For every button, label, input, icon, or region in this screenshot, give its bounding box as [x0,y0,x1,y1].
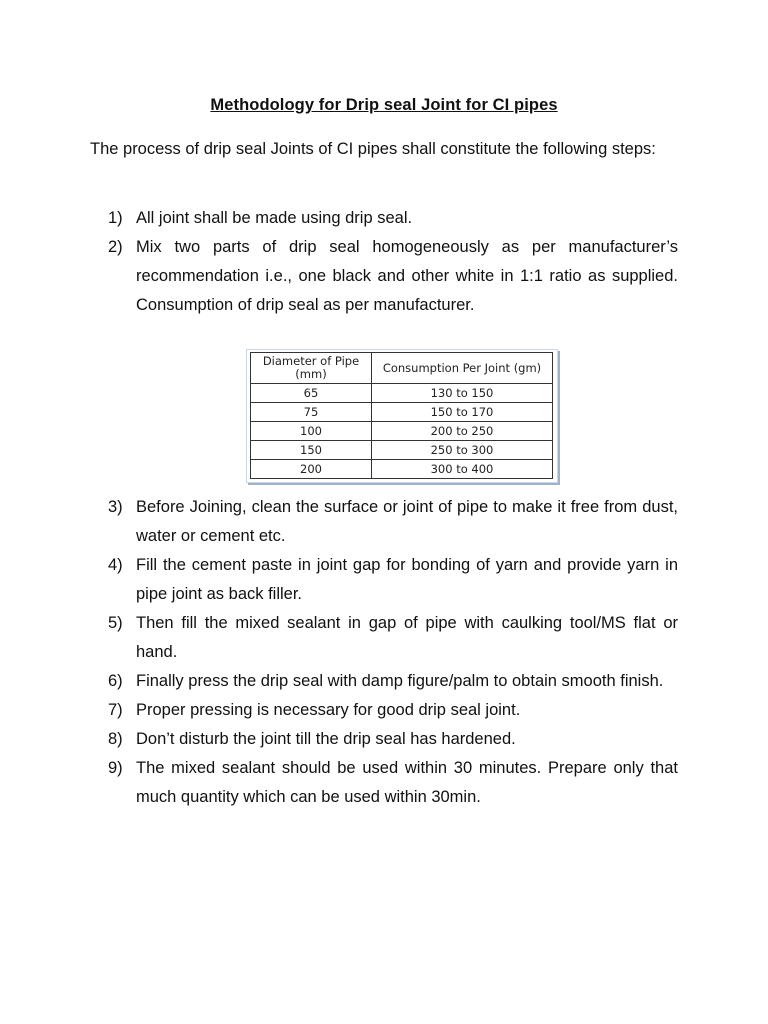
list-item [108,609,678,667]
step-text: Mix two parts of drip seal homogeneously as per manufacturer’s recommendation i.e., one black and other white in 1:1 ratio as supplied. Consumption of drip seal as per manufacturer. [136,238,678,314]
cell-diameter: 65 [251,384,372,403]
table-row [251,441,553,460]
step-number: 4) [108,556,123,574]
cell-diameter: 100 [251,422,372,441]
header-diameter: Diameter of Pipe (mm) [251,353,372,384]
table-row [251,403,553,422]
table-row [251,422,553,441]
list-item [108,551,678,609]
step-number: 3) [108,498,123,516]
step-text: All joint shall be made using drip seal. [136,209,413,227]
step-number: 2) [108,238,123,256]
intro-paragraph: The process of drip seal Joints of CI pipes shall constitute the following steps: [90,140,656,158]
step-text: Before Joining, clean the surface or joint of pipe to make it free from dust, water or cement etc. [136,498,678,545]
header-consumption: Consumption Per Joint (gm) [372,353,553,384]
cell-diameter: 200 [251,460,372,479]
step-text: Fill the cement paste in joint gap for bonding of yarn and provide yarn in pipe joint as back filler. [136,556,678,603]
list-item [108,493,678,551]
consumption-table-image [246,349,558,483]
cell-consumption: 200 to 250 [372,422,553,441]
steps-list-part-1 [108,204,678,320]
step-number: 6) [108,672,123,690]
step-text: Proper pressing is necessary for good drip seal joint. [136,701,521,719]
list-item [108,667,678,696]
step-number: 1) [108,209,123,227]
cell-diameter: 75 [251,403,372,422]
table-row [251,460,553,479]
step-number: 8) [108,730,123,748]
cell-consumption: 250 to 300 [372,441,553,460]
cell-consumption: 130 to 150 [372,384,553,403]
table-row [251,384,553,403]
table-header-row [251,353,553,384]
step-text: Then fill the mixed sealant in gap of pipe with caulking tool/MS flat or hand. [136,614,678,661]
step-text: Finally press the drip seal with damp figure/palm to obtain smooth finish. [136,672,664,690]
step-number: 7) [108,701,123,719]
step-text: Don’t disturb the joint till the drip seal has hardened. [136,730,516,748]
step-number: 9) [108,759,123,777]
list-item [108,725,678,754]
consumption-table [250,352,553,479]
document-title: Methodology for Drip seal Joint for CI pipes [210,96,558,114]
steps-list-part-2 [108,493,678,812]
cell-consumption: 300 to 400 [372,460,553,479]
list-item [108,696,678,725]
list-item [108,233,678,320]
cell-consumption: 150 to 170 [372,403,553,422]
list-item [108,204,678,233]
step-number: 5) [108,614,123,632]
cell-diameter: 150 [251,441,372,460]
step-text: The mixed sealant should be used within 30 minutes. Prepare only that much quantity which can be used within 30min. [136,759,678,806]
list-item [108,754,678,812]
